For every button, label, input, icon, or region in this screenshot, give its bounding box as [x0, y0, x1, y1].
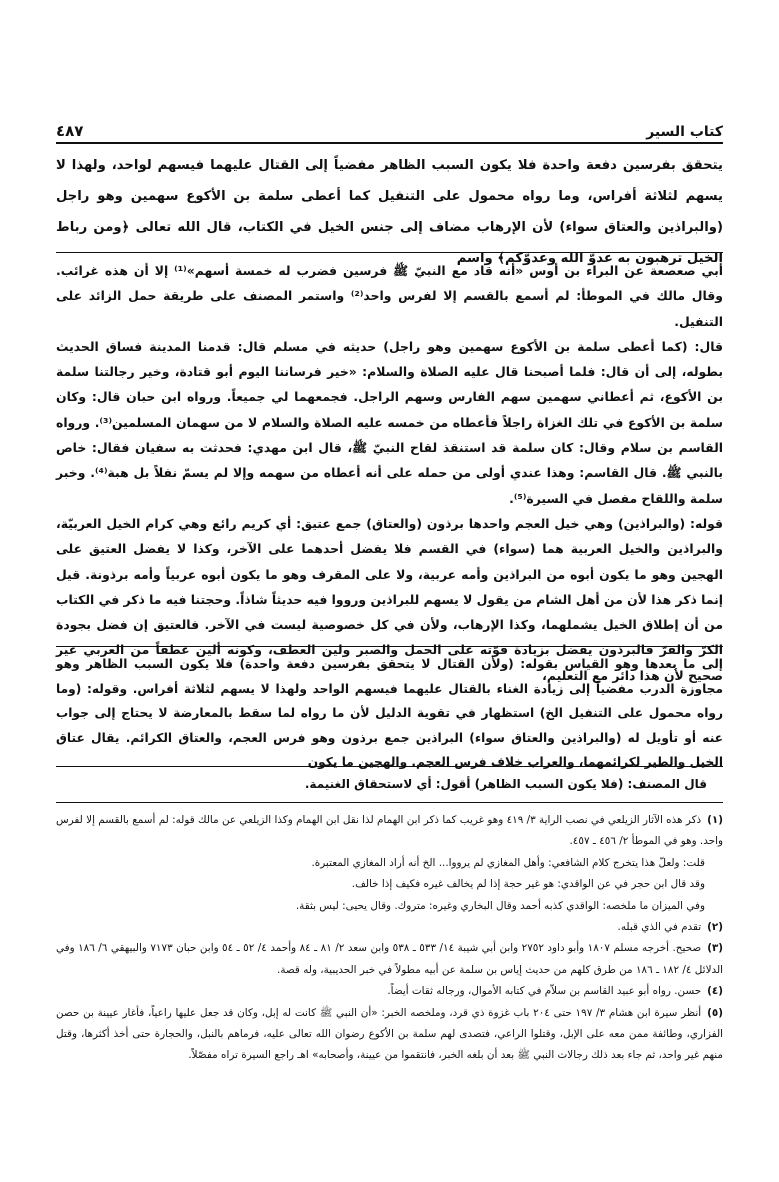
footnote	[56, 1003, 723, 1067]
chapter-title: كتاب السير	[646, 124, 723, 140]
divider-footnotes	[56, 802, 723, 803]
gloss	[56, 652, 723, 775]
footnotes	[56, 810, 723, 1067]
footnote-text: أنظر سيرة ابن هشام ٣/ ١٩٧ حتى ٢٠٤ باب غزوة ذي قرد، وملخصه الخبر: «أن النبي ﷺ كانت له إبل، وكان قد جعل عليها راعياً، فأغار عيينة بن حصن الفزاري، وطائفة ممن معه على الإبل، وقتلوا الراعي، فتصدى لهم سلمة بن الأكوع رضوان الله تعالى عليه، فرماهم بالنبل، والحجارة حتى أخذ أكثرها، وقتل منهم غير واحد، ثم جاء بعد ذلك رجالات النبي ﷺ بعد أن بلغه الخبر، فانتقموا من عيينة، وأصحابه» اهـ راجع السيرة تراه مفصّلاً.	[56, 1006, 723, 1062]
footnote-subline: وفي الميزان ما ملخصه: الواقدي كذبه أحمد وقال البخاري وغيره: متروك. وقال يحيى: ليس بثقة.	[295, 899, 705, 912]
commentary-paragraph: قوله: (والبراذين) وهي خيل العجم واحدها برذون (والعتاق) جمع عتيق: أي كريم رائع وهي كرام الخيل العربيّة، والبراذين والخيل العربية هما (سواء) في القسم فلا يفضل أحدهما على الآخر، وكذا لا يفضل العتيق على الهجين وهو ما يكون أبوه من البراذين وأمه عربية، ولا على المقرف وهو ما يكون أبوه عربياً وأمه برذونة. قيل إنما ذكر هذا لأن من أهل الشام من يقول لا يسهم للبراذين ورووا فيه حديثاً شاذاً. وحجتنا فيه ما ذكر في الكتاب من أن إطلاق الخيل يشملهما، وكذا الإرهاب، ولأن في كل خصوصية ليست في الآخر. فالعتيق إن فضل بجودة الكرّ والفرّ فالبرذون يفضل بزيادة قوّته على الحمل والصبر ولين العطف، وكونه ألين عطفاً من العربي غير صحيح لأن هذا دائر مع التعليم،	[56, 515, 723, 683]
commentary-paragraph: قال: (كما أعطى سلمة بن الأكوع سهمين وهو راجل) حديثه في مسلم قال: قدمنا المدينة فساق الحديث بطوله، إلى أن قال: فلما أصبحنا قال عليه الصلاة والسلام: «خير فرساننا اليوم أبو قتادة، وخير رجالتنا سلمة بن الأكوع، ثم أعطاني سهمين سهم الفارس وسهم الراجل. فجمعهما لي جميعاً. ورواه ابن حبان قال: وكان سلمة بن الأكوع في تلك الغزاة راجلاً فأعطاه من خمسه عليه الصلاة والسلام لا من سهمان المسلمين⁽³⁾. ورواه القاسم بن سلام وقال: كان سلمة قد استنقذ لقاح النبيّ ﷺ، قال ابن مهدي: فحدثت به سفيان فقال: خاص بالنبي ﷺ. قال القاسم: وهذا عندي أولى من حمله على أنه أعطاه من سهمه وإلا لم يسمّ نفلاً بل هبة⁽⁴⁾. وخبر سلمة واللقاح مفصل في السيرة⁽⁵⁾.	[56, 338, 723, 506]
footnote-number: (١)	[707, 814, 723, 826]
footnote	[56, 917, 723, 938]
footnote-number: (٥)	[707, 1006, 723, 1019]
footnote	[56, 810, 723, 853]
footnote	[56, 938, 723, 981]
footnote-subline: قلت: ولعلّ هذا يتخرج كلام الشافعي: وأهل المغازي لم يرووا... الخ أنه أراد المغازي المعتبرة.	[311, 856, 705, 869]
page-number: ٤٨٧	[56, 122, 84, 140]
footnote-text: حسن. رواه أبو عبيد القاسم بن سلاّم في كتابه الأموال، ورجاله ثقات أيضاً.	[387, 985, 702, 998]
author-note	[56, 772, 707, 796]
commentary-paragraph: أبي صعصعة عن البراء بن أوس «أنه قاد مع النبيّ ﷺ فرسين فضرب له خمسة أسهم»⁽¹⁾ إلا أن هذه غرائب. وقال مالك في الموطأ: لم أسمع بالقسم إلا لفرس واحد⁽²⁾ واستمر المصنف على طريقة حمل الزائد على التنفيل.	[56, 263, 723, 329]
footnote-text: ذكر هذه الآثار الزيلعي في نصب الراية ٣/ ٤١٩ وهو غريب كما ذكر ابن الهمام لذا نقل ابن الهمام وكذا الزيلعي عن مالك قوله: لم أسمع بالقسم إلا لفرس واحد. وهو في الموطأ ٢/ ٤٥٦ ـ ٤٥٧.	[56, 814, 723, 848]
main-paragraph: يتحقق بفرسين دفعة واحدة فلا يكون السبب الظاهر مفضياً إلى القتال عليهما فيسهم لواحد، ولهذا لا يسهم لثلاثة أفراس، وما رواه محمول على التنفيل كما أعطى سلمة بن الأكوع سهمين وهو راجل (والبراذين والعتاق سواء) لأن الإرهاب مضاف إلى جنس الخيل في الكتاب، قال الله تعالى ﴿ومن رباط الخيل ترهبون به عدوّ الله وعدوّكم﴾ واسم	[56, 158, 723, 266]
footnote-text: صحيح. أخرجه مسلم ١٨٠٧ وأبو داود ٢٧٥٢ وابن أبي شيبة ١٤/ ٥٣٣ ـ ٥٣٨ وابن سعد ٢/ ٨١ ـ ٨٤ وأحمد ٤/ ٥٢ ـ ٥٤ وابن حبان ٧١٧٣ والبيهقي ٦/ ١٨٦ وفي الدلائل ٤/ ١٨٢ ـ ١٨٦ من طرق كلهم من حديث إياس بن سلمة عن أبيه مطولاً في خبر الحديبية، وله قصة.	[56, 942, 723, 976]
footnote-number: (٣)	[707, 942, 724, 955]
divider-gloss	[56, 766, 723, 767]
footnote	[56, 981, 723, 1002]
header-rule	[56, 142, 723, 144]
footnote-text: تقدم في الذي قبله.	[617, 921, 702, 934]
gloss-paragraph: إلى ما بعدها وهو القياس بقوله: (ولأن القتال لا يتحقق بفرسين دفعة واحدة) فلا يكون السبب الظاهر وهو مجاوزة الدرب مفضياً إلى زيادة الغناء بالقتال عليهما فيسهم الواحد ولهذا لا يسهم لثلاثة أفراس. وقوله: (وما رواه محمول على التنفيل الخ) استظهار في تقوية الدليل لأن ما رواه لما سقط بالمعارضة لا يحتاج إلى جواب عنه أو تأويل له (والبراذين والعتاق سواء) البراذين جمع برذون وهو فرس العجم، والعتاق الكرائم. يقال عتاق الخيل والطير لكرائمهما، والعراب خلاف فرس العجم. والهجين ما يكون	[56, 657, 723, 769]
running-header	[56, 118, 723, 140]
divider-main	[56, 252, 723, 253]
author-note-text: قال المصنف: (فلا يكون السبب الظاهر) أقول: أي لاستحقاق الغنيمة.	[304, 777, 707, 791]
commentary	[56, 258, 723, 688]
divider-commentary	[56, 646, 723, 647]
footnote-number: (٢)	[707, 921, 723, 934]
main-text	[56, 150, 723, 274]
footnote-number: (٤)	[707, 985, 723, 998]
footnote-subline: وقد قال ابن حجر في عن الواقدي: هو غير حجة إذا لم يخالف غيره فكيف إذا خالف.	[351, 878, 705, 891]
